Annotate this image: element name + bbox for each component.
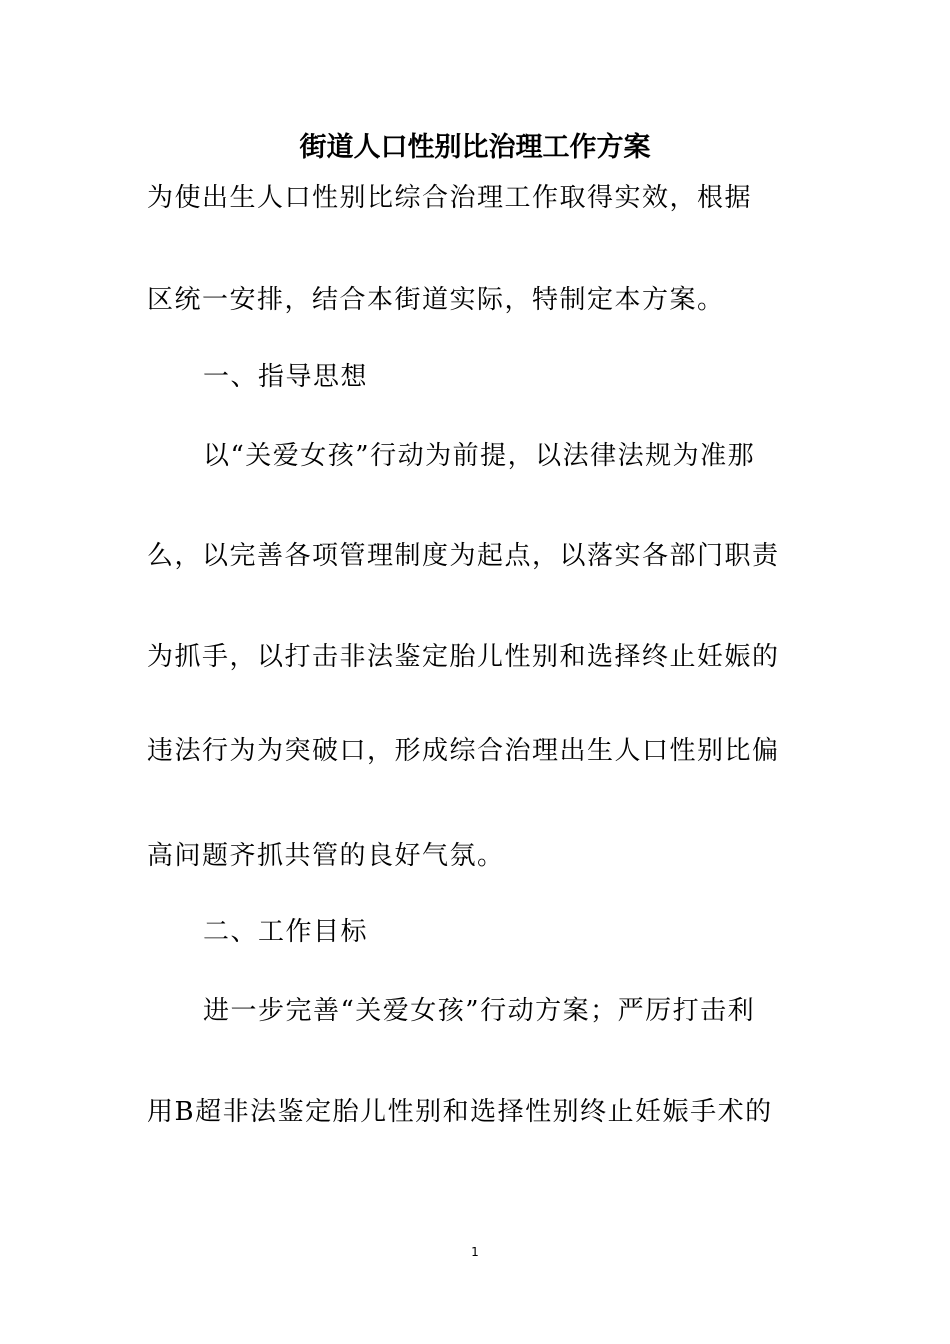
paragraph-3-line-2: 用B超非法鉴定胎儿性别和选择性别终止妊娠手术的 bbox=[147, 1097, 773, 1127]
section-heading-2: 二、工作目标 bbox=[203, 917, 369, 947]
paragraph-2-line-1: 以“关爱女孩”行动为前提，以法律法规为准那 bbox=[203, 441, 756, 471]
paragraph-1-line-1: 为使出生人口性别比综合治理工作取得实效，根据 bbox=[147, 183, 753, 213]
paragraph-2-line-5: 高问题齐抓共管的良好气氛。 bbox=[147, 841, 505, 871]
paragraph-3-line-1: 进一步完善“关爱女孩”行动方案；严厉打击利 bbox=[203, 996, 756, 1026]
paragraph-2-line-2: 么，以完善各项管理制度为起点，以落实各部门职责 bbox=[147, 541, 780, 571]
paragraph-2-line-4: 违法行为为突破口，形成综合治理出生人口性别比偏 bbox=[147, 736, 780, 766]
document-title: 街道人口性别比治理工作方案 bbox=[299, 132, 651, 163]
paragraph-1-line-2: 区统一安排，结合本街道实际，特制定本方案。 bbox=[147, 285, 725, 315]
section-heading-1: 一、指导思想 bbox=[203, 362, 369, 392]
paragraph-2-line-3: 为抓手，以打击非法鉴定胎儿性别和选择终止妊娠的 bbox=[147, 642, 780, 672]
page-number: 1 bbox=[471, 1245, 479, 1259]
